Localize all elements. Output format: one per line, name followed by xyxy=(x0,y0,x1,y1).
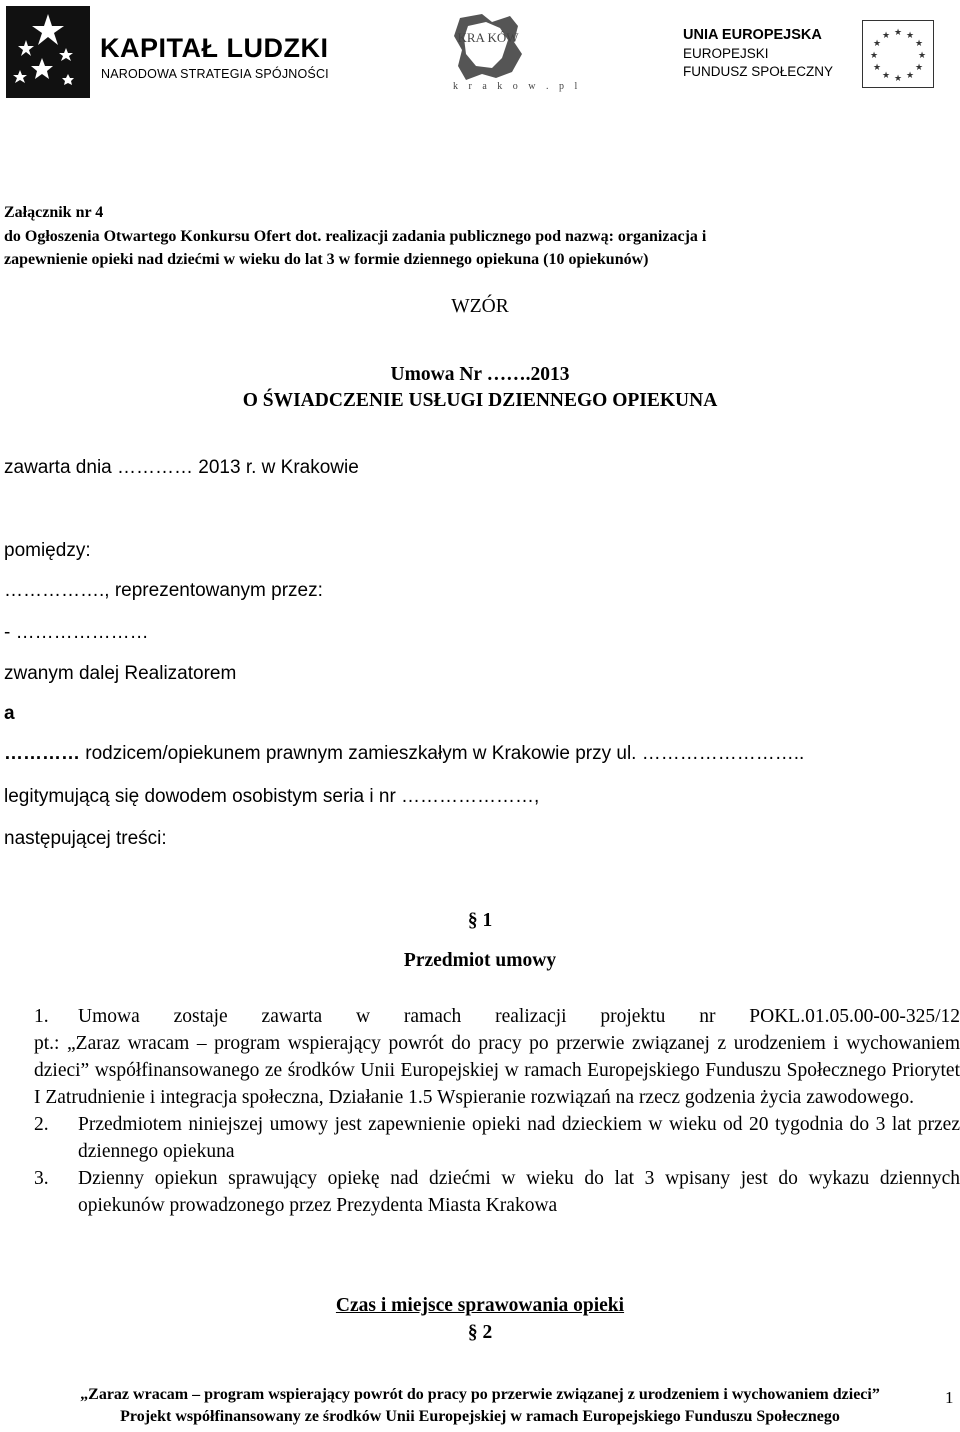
eu-fund-label-2: FUNDUSZ SPOŁECZNY xyxy=(683,64,834,79)
task-description-line: zapewnienie opieki nad dziećmi w wieku do lat 3 w formie dziennego opiekuna (10 opiekunów) xyxy=(4,251,649,268)
svg-text:★: ★ xyxy=(872,39,882,49)
list-item-number: 3. xyxy=(34,1168,49,1189)
krakow-url: k r a k o w . p l xyxy=(453,81,582,92)
eu-union-label: UNIA EUROPEJSKA xyxy=(683,27,822,43)
represented-by-field: ……………., reprezentowanym przez: xyxy=(4,580,323,601)
kapital-ludzki-logo-icon xyxy=(6,6,90,98)
representative-field: - ………………… xyxy=(4,622,149,643)
announcement-line: do Ogłoszenia Otwartego Konkursu Ofert dot. realizacji zadania publicznego pod nazwą: organizacja i xyxy=(4,228,707,245)
contract-items-list xyxy=(34,1003,960,1219)
footer-project-line: „Zaraz wracam – program wspierający powrót do pracy po przerwie związanej z urodzeniem i wychowaniem dzieci” xyxy=(80,1386,880,1403)
list-item xyxy=(34,1003,960,1030)
svg-text:★: ★ xyxy=(881,71,891,81)
section-1-heading: Przedmiot umowy xyxy=(403,950,557,971)
list-item-number: 1. xyxy=(34,1006,49,1027)
krakow-logo-icon xyxy=(452,12,524,82)
list-item-text: Dzienny opiekun sprawujący opiekę nad dziećmi w wieku do lat 3 wpisany jest do wykazu dziennych opiekunów prowadzonego przez Prezydenta Miasta Krakowa xyxy=(78,1168,960,1216)
footer-cofinancing-line: Projekt współfinansowany ze środków Unii Europejskiej w ramach Europejskiego Funduszu Społecznego xyxy=(120,1408,840,1425)
svg-text:★: ★ xyxy=(914,39,924,49)
list-item-text: Przedmiotem niniejszej umowy jest zapewnienie opieki nad dzieckiem w wieku od 20 tygodnia do 3 lat przez dziennego opiekuna xyxy=(78,1114,960,1162)
svg-text:★: ★ xyxy=(905,71,915,81)
page-number: 1 xyxy=(945,1388,954,1407)
eu-flag-icon xyxy=(862,20,934,88)
contract-date-field: zawarta dnia ………… 2013 r. w Krakowie xyxy=(4,457,359,478)
kapital-ludzki-title: KAPITAŁ LUDZKI xyxy=(100,33,329,63)
section-2-heading: Czas i miejsce sprawowania opieki xyxy=(335,1295,625,1316)
section-1-mark: § 1 xyxy=(467,910,493,931)
svg-text:★: ★ xyxy=(905,31,915,41)
realizator-label: zwanym dalej Realizatorem xyxy=(4,663,237,684)
section-2-mark: § 2 xyxy=(467,1322,493,1343)
contract-number: Umowa Nr …….2013 xyxy=(390,364,570,385)
svg-text:★: ★ xyxy=(914,63,924,73)
parent-name-blank: ………… xyxy=(4,743,80,764)
krakow-mark-text: KRA KÓW xyxy=(457,30,519,45)
contract-title: O ŚWIADCZENIE USŁUGI DZIENNEGO OPIEKUNA xyxy=(242,390,718,411)
list-item xyxy=(34,1111,960,1165)
svg-text:★: ★ xyxy=(893,74,903,84)
parent-field xyxy=(4,743,804,765)
svg-text:★: ★ xyxy=(881,31,891,41)
list-item xyxy=(34,1165,960,1219)
eu-fund-label-1: EUROPEJSKI xyxy=(683,46,769,61)
id-card-field: legitymującą się dowodem osobistym seria i nr …………………, xyxy=(4,786,540,807)
svg-text:★: ★ xyxy=(917,51,927,61)
parent-address-text: rodzicem/opiekunem prawnym zamieszkałym w Krakowie przy ul. …………………….. xyxy=(80,743,805,764)
svg-text:★: ★ xyxy=(872,63,882,73)
attachment-label: Załącznik nr 4 xyxy=(4,204,104,221)
between-label: pomiędzy: xyxy=(4,540,91,561)
svg-text:★: ★ xyxy=(893,28,903,38)
list-item-continuation: pt.: „Zaraz wracam – program wspierający powrót do pracy po przerwie związanej z urodzeniem i wychowaniem dzieci” współfinansowanego ze środków Unii Europejskiej w ramach Europejskiego Funduszu Społecznego Priorytet I Zatrudnienie i integracja społeczna, Działanie 1.5 Wspieranie rozwiązań na rzecz godzenia życia zawodowego. xyxy=(34,1033,960,1108)
list-item-first-line: Umowa zostaje zawarta w ramach realizacji projektu nr POKL.01.05.00-00-325/12 xyxy=(78,1006,960,1027)
and-label: a xyxy=(4,703,15,724)
kapital-ludzki-subtitle: NARODOWA STRATEGIA SPÓJNOŚCI xyxy=(101,67,329,81)
following-content-label: następującej treści: xyxy=(4,828,167,849)
template-label: WZÓR xyxy=(451,296,509,317)
svg-text:★: ★ xyxy=(869,51,879,61)
list-item-number: 2. xyxy=(34,1114,49,1135)
